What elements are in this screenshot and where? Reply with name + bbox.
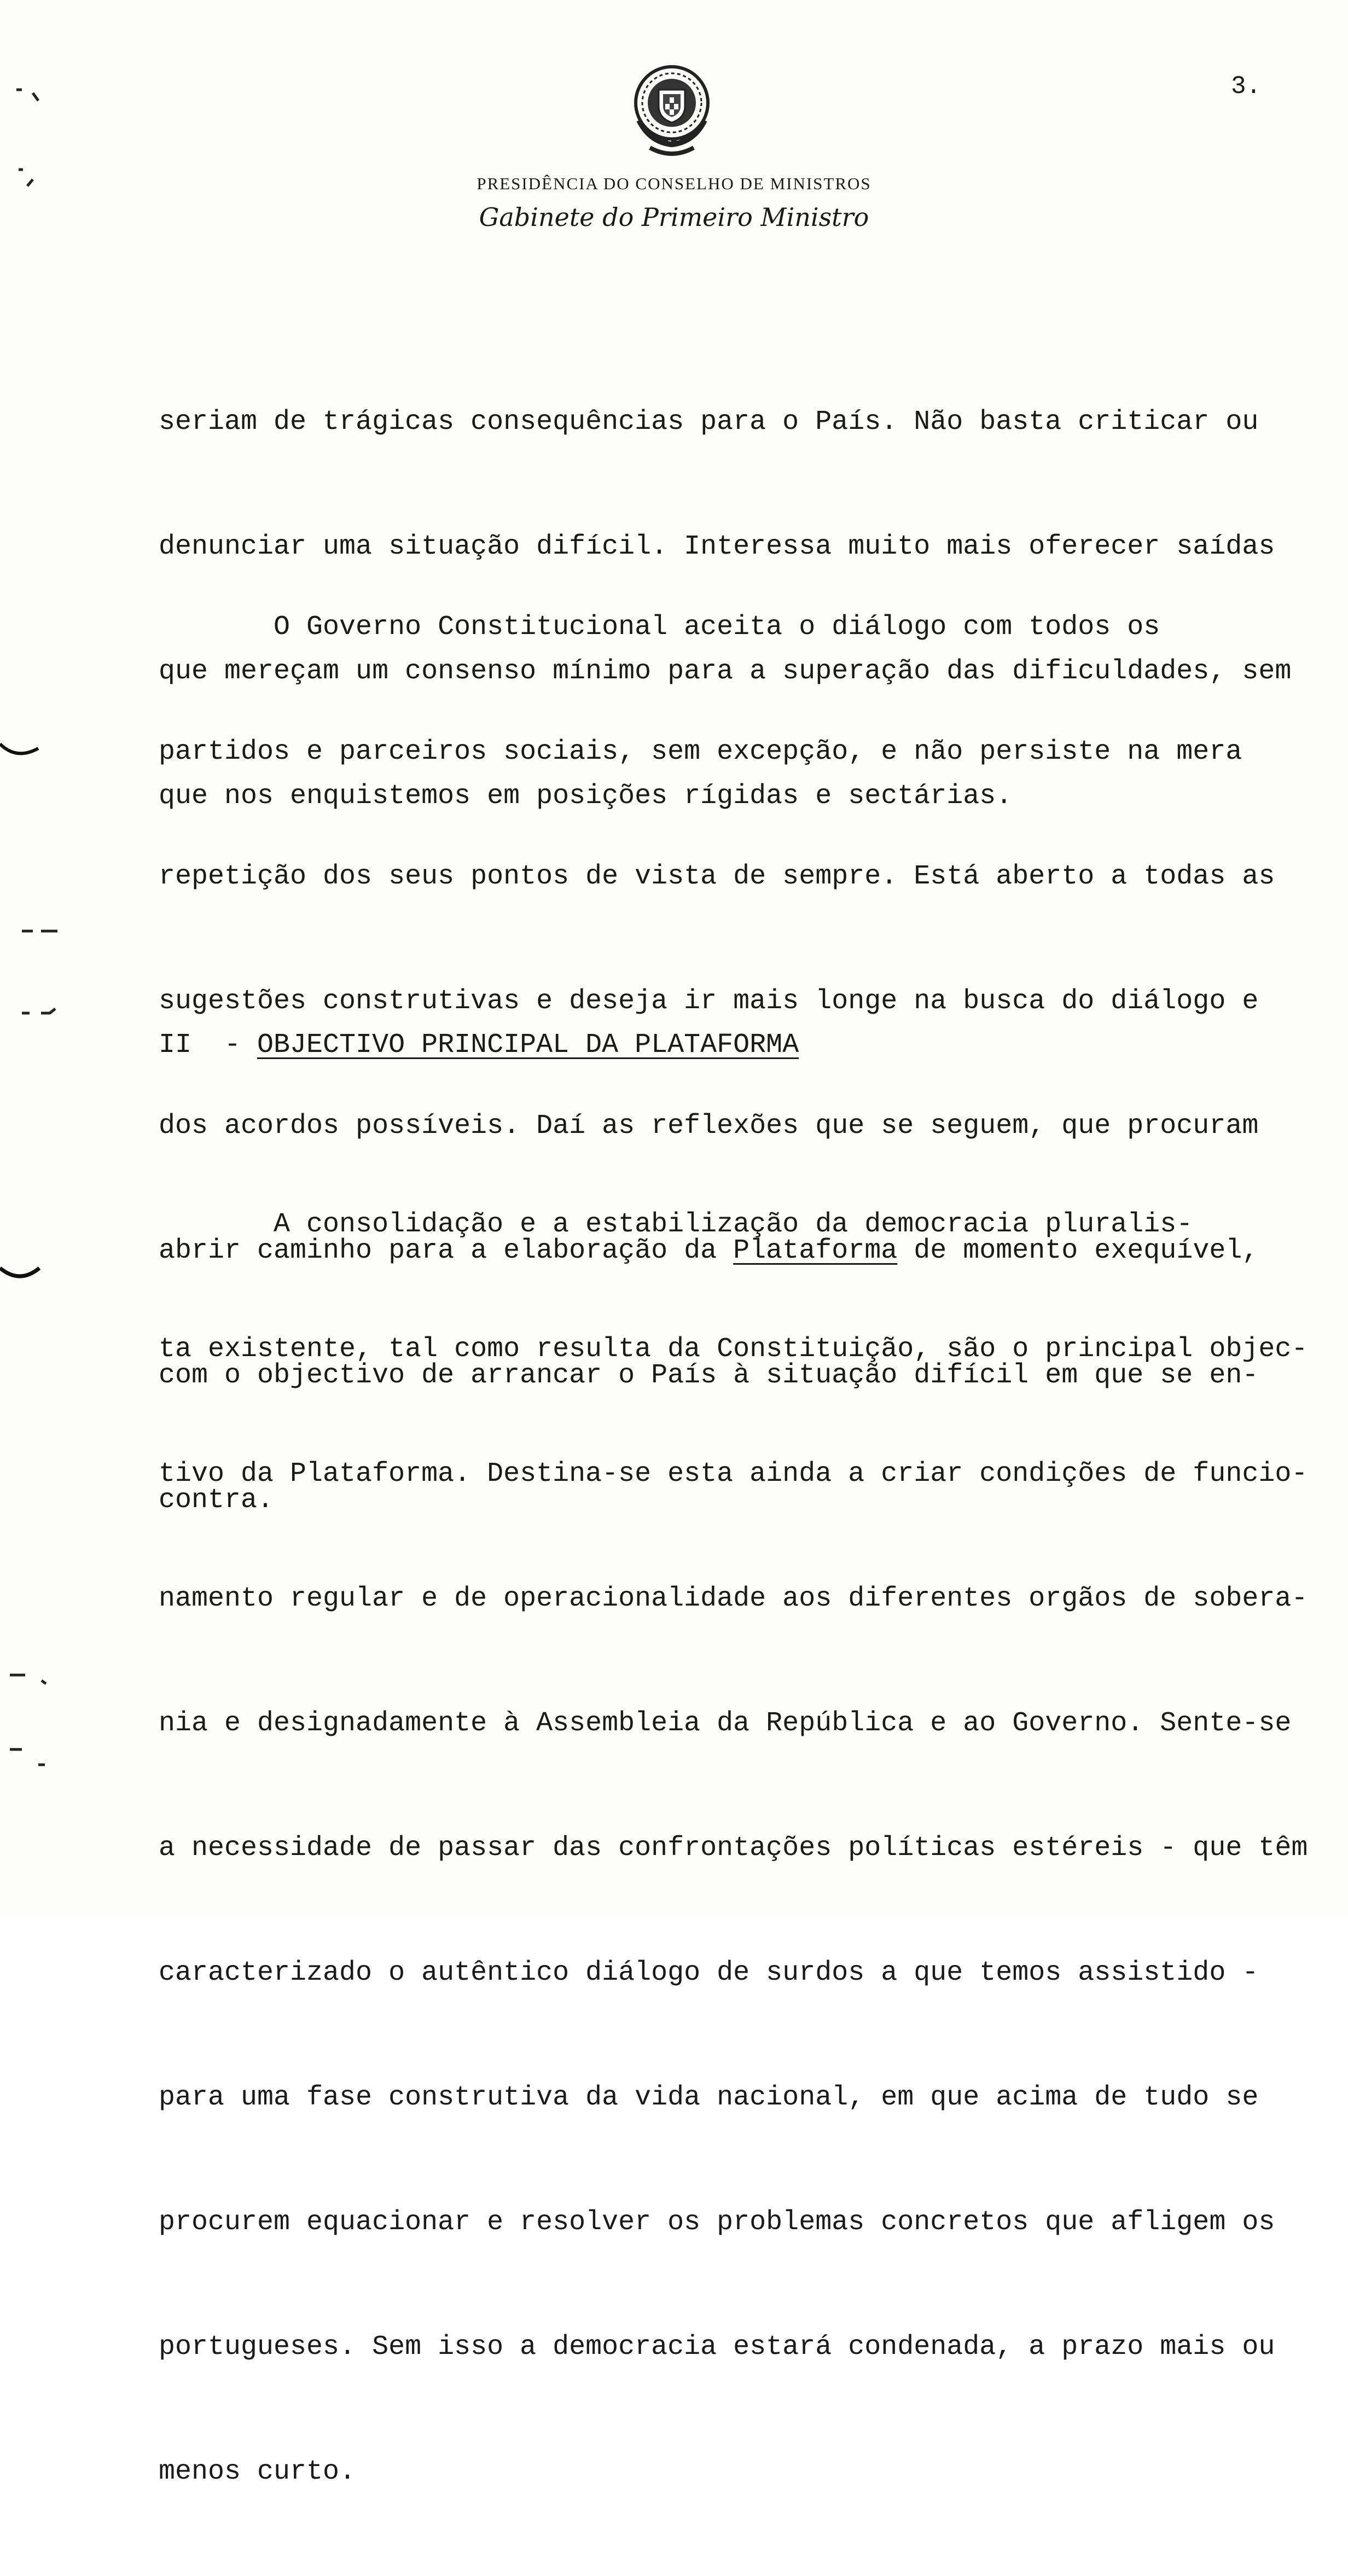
text-line: A consolidação e a estabilização da democracia pluralis- <box>159 1209 1193 1240</box>
text-segment: abrir caminho para a elaboração da <box>159 1235 734 1266</box>
text-line: seriam de trágicas consequências para o País. Não basta criticar ou <box>159 406 1259 438</box>
paragraph-objectivo <box>159 1121 1308 2576</box>
text-line: nia e designadamente à Assembleia da República e ao Governo. Sente-se <box>159 1708 1292 1739</box>
text-line: a necessidade de passar das confrontações políticas estéreis - que têm <box>159 1833 1308 1864</box>
text-line: para uma fase construtiva da vida nacional, em que acima de tudo se <box>159 2082 1259 2113</box>
text-line: partidos e parceiros sociais, sem excepção, e não persiste na mera <box>159 736 1242 767</box>
header-title: PRESIDÊNCIA DO CONSELHO DE MINISTROS <box>477 174 871 193</box>
text-line: dos acordos possíveis. Daí as reflexões que se seguem, que procuram <box>159 1110 1259 1142</box>
section-title: OBJECTIVO PRINCIPAL DA PLATAFORMA <box>257 1030 799 1061</box>
text-line: que nos enquistemos em posições rígidas e sectárias. <box>159 781 1013 812</box>
coat-of-arms-icon <box>617 55 727 164</box>
scan-mark <box>11 919 60 941</box>
text-line: O Governo Constitucional aceita o diálogo com todos os <box>159 612 1160 643</box>
text-line: caracterizado o autêntico diálogo de surdos a que temos assistido - <box>159 1957 1259 1988</box>
scan-mark <box>11 164 44 191</box>
text-line: contra. <box>159 1485 274 1516</box>
text-line: ta existente, tal como resulta da Constituição, são o principal objec- <box>159 1334 1308 1365</box>
text-line: denunciar uma situação difícil. Interessa muito mais oferecer saídas <box>159 531 1275 562</box>
scan-mark <box>0 733 44 766</box>
header-subtitle: Gabinete do Primeiro Ministro <box>479 202 869 232</box>
scan-mark <box>5 1663 55 1690</box>
section-heading <box>159 1030 799 1061</box>
text-line: procurem equacionar e resolver os problemas concretos que afligem os <box>159 2207 1275 2238</box>
scan-mark <box>0 1258 44 1291</box>
underlined-term: Plataforma <box>733 1235 898 1266</box>
scan-mark <box>11 82 44 109</box>
scan-mark <box>11 1001 60 1023</box>
text-segment: de momento exequível, <box>897 1235 1259 1266</box>
text-line: que mereçam um consenso mínimo para a superação das dificuldades, sem <box>159 656 1292 687</box>
section-number: II - <box>159 1030 258 1061</box>
page-number: 3. <box>1231 72 1262 101</box>
text-line: tivo da Plataforma. Destina-se esta ainda a criar condições de funcio- <box>159 1458 1308 1490</box>
text-line: com o objectivo de arrancar o País à situação difícil em que se en- <box>159 1360 1259 1391</box>
text-line: repetição dos seus pontos de vista de sempre. Está aberto a todas as <box>159 861 1275 892</box>
scan-mark <box>5 1740 55 1772</box>
text-line: portugueses. Sem isso a democracia estará condenada, a prazo mais ou <box>159 2331 1275 2363</box>
text-line: namento regular e de operacionalidade aos diferentes orgãos de sobera- <box>159 1583 1308 1614</box>
text-line: sugestões construtivas e deseja ir mais longe na busca do diálogo e <box>159 986 1259 1017</box>
text-line: menos curto. <box>159 2456 356 2487</box>
